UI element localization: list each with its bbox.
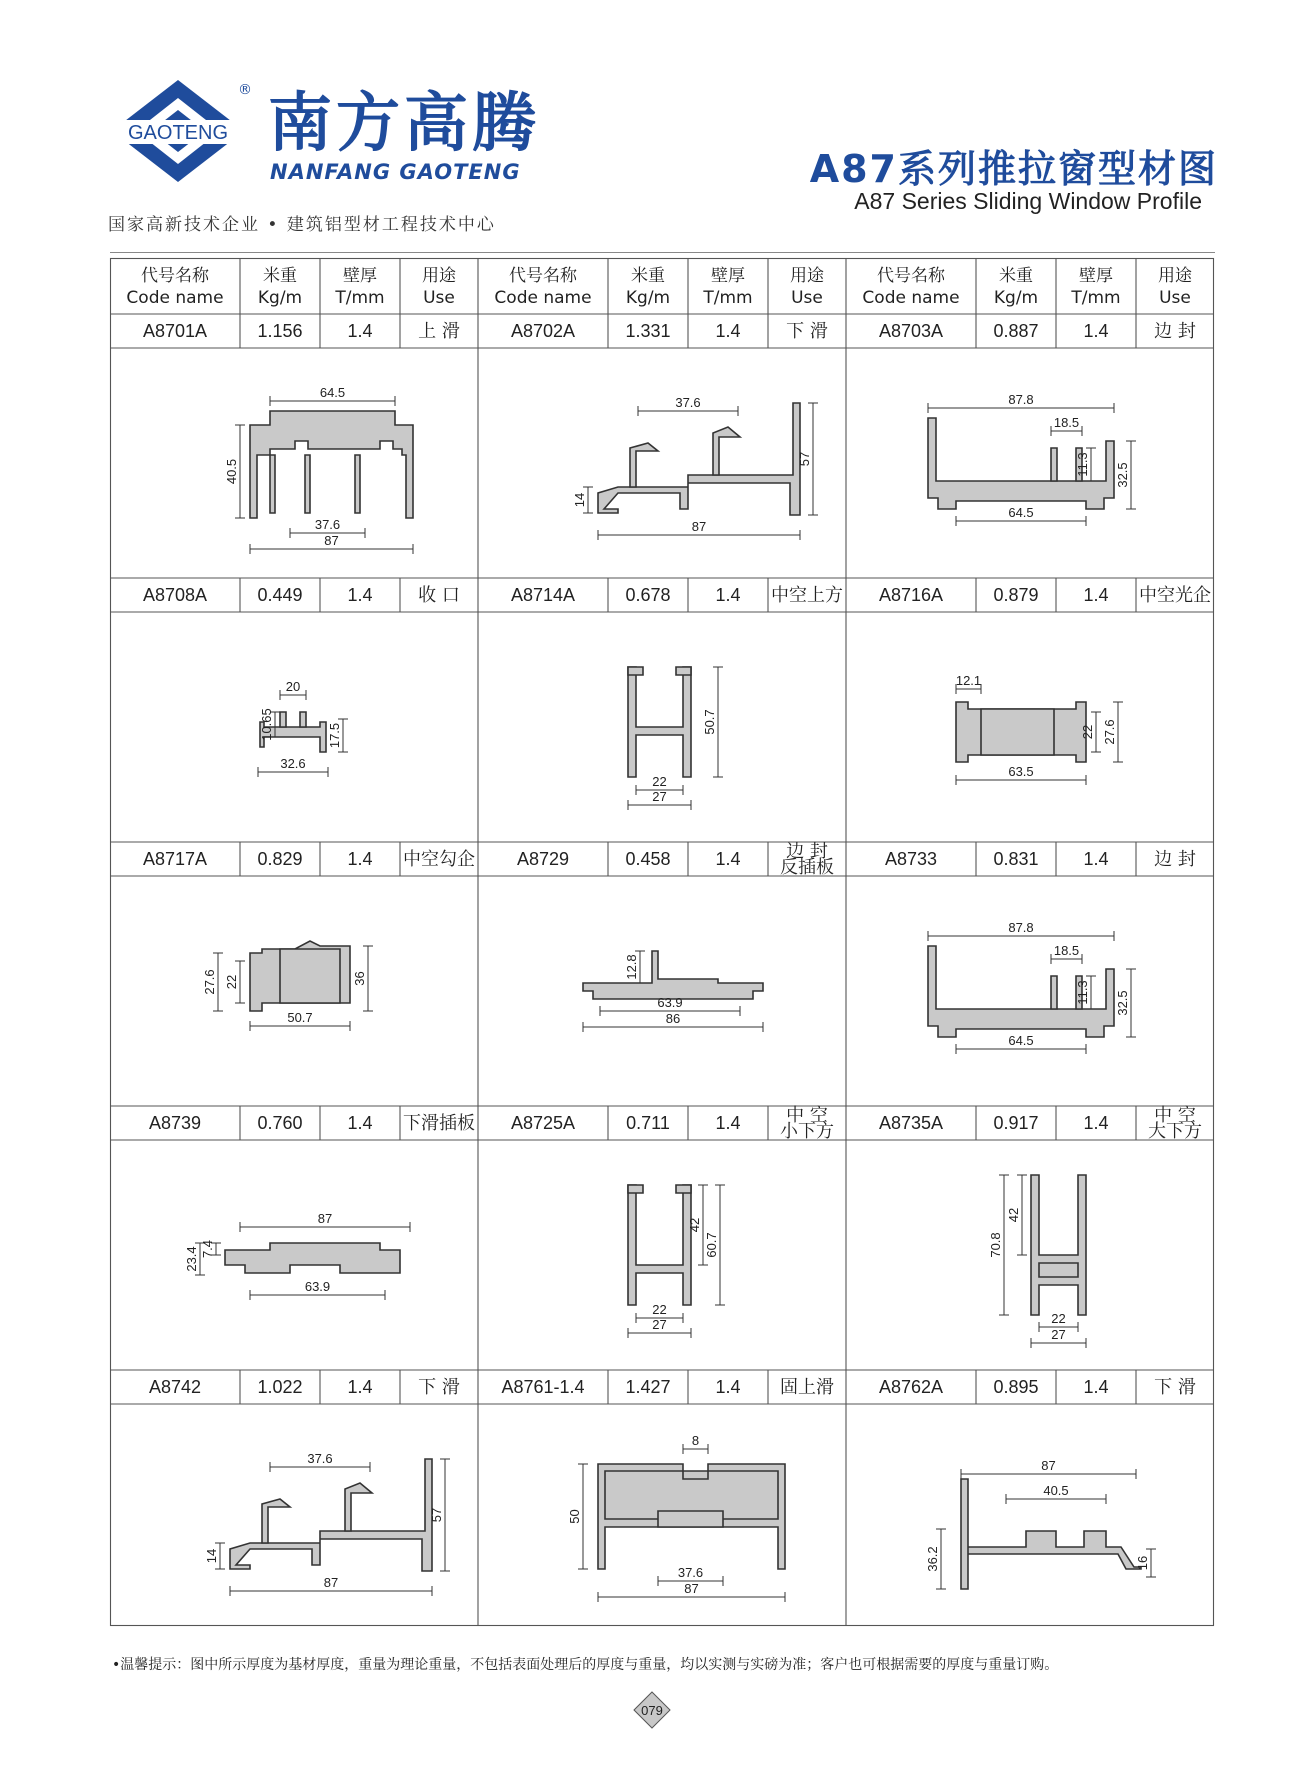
code-name: A8702A [510, 321, 576, 341]
header-label-en: T/mm [335, 288, 385, 308]
dim-height-label: 36.2 [925, 1546, 940, 1572]
dim-overall-label: 87 [324, 533, 339, 548]
brand-tagline: 国家高新技术企业 • 建筑铝型材工程技术中心 [108, 215, 496, 235]
header-label-cn: 代号名称 [509, 266, 577, 286]
weight-value: 0.711 [626, 1113, 670, 1133]
dim-height-label: 32.5 [1115, 462, 1130, 488]
code-name: A8733 [884, 849, 938, 869]
use-label-line2: 反插板 [780, 857, 834, 878]
dim-inner-label: 22 [652, 774, 667, 789]
thickness-value: 1.4 [347, 1113, 373, 1133]
brand-name-cn: 南方高腾 [268, 87, 540, 161]
registered-mark: ® [238, 82, 252, 98]
header-label-cn: 用途 [422, 266, 456, 286]
weight-value: 0.917 [993, 1113, 1039, 1133]
dim-inner-label: 40.5 [1043, 1483, 1069, 1498]
profile-chamber [280, 949, 340, 1003]
dim-inner-label: 63.9 [304, 1279, 331, 1294]
dim-top-label: 20 [285, 679, 301, 694]
dim-flange-label: 12.1 [955, 673, 982, 688]
profile-a8701a [224, 385, 413, 554]
code-name: A8714A [510, 585, 576, 605]
header-label-cn: 壁厚 [1079, 266, 1113, 286]
dim-height-label: 27.6 [1102, 719, 1117, 745]
thickness-value: 1.4 [347, 585, 373, 605]
dim-width-label: 63.5 [1008, 764, 1034, 779]
use-label: 中 空 [786, 1105, 828, 1126]
dim-height-label: 60.7 [704, 1232, 719, 1258]
header-label-cn: 代号名称 [141, 266, 209, 286]
use-label: 中空光企 [1139, 585, 1211, 606]
code-name: A8701A [142, 321, 208, 341]
dim-height-label: 57 [797, 451, 812, 467]
dim-height-label: 57 [429, 1507, 444, 1523]
profile-chamber [981, 709, 1054, 755]
footer-note: •温馨提示：图中所示厚度为基材厚度，重量为理论重量，不包括表面处理后的厚度与重量，均以实测与实磅为准；客户也可根据需要的厚度与重量订购。 [112, 1657, 1059, 1673]
dim-height-label: 40.5 [224, 458, 239, 485]
thickness-value: 1.4 [1083, 321, 1109, 341]
dim-outer-height-label: 27.6 [202, 969, 217, 995]
dim-top-label: 37.6 [675, 395, 701, 410]
profile-a8742 [204, 1451, 450, 1596]
header-label-cn: 米重 [263, 266, 297, 286]
dim-overall-label: 86 [665, 1011, 681, 1026]
profile-chamber [1039, 1263, 1078, 1277]
thickness-value: 1.4 [715, 849, 741, 869]
profile-a8735a [988, 1175, 1086, 1348]
code-name: A8725A [510, 1113, 576, 1133]
use-label: 边 封 [1154, 849, 1196, 870]
header-label-en: T/mm [1071, 288, 1121, 308]
dim-foot-label: 16 [1135, 1555, 1150, 1571]
profile-leg [270, 455, 360, 513]
code-name: A8742 [148, 1377, 202, 1397]
profile-shape [628, 1185, 691, 1305]
profile-drawings [184, 385, 1156, 1602]
dim-overall-label: 87 [691, 519, 707, 534]
dim-bottom-label: 64.5 [1008, 505, 1034, 520]
use-label: 中 空 [1154, 1105, 1196, 1126]
header-label-en: Use [1159, 288, 1191, 308]
dim-overall-label: 87 [323, 1575, 339, 1590]
page-title-en: A87 Series Sliding Window Profile [854, 188, 1202, 214]
weight-value: 0.829 [257, 849, 303, 869]
profile-a8708a [258, 679, 348, 777]
header-label-cn: 米重 [999, 266, 1033, 286]
header-label-cn: 壁厚 [711, 266, 745, 286]
dim-slot-height-label: 11.3 [1075, 980, 1090, 1005]
dim-overall-label: 87 [317, 1211, 333, 1226]
dim-height-label: 23.4 [184, 1246, 199, 1272]
profile-spec-table [110, 258, 1214, 1626]
header-label-en: Use [791, 288, 823, 308]
dim-width-top-label: 87.8 [1008, 920, 1034, 935]
weight-value: 0.449 [257, 585, 303, 605]
use-label: 下滑插板 [403, 1113, 475, 1134]
code-name: A8717A [142, 849, 208, 869]
thickness-value: 1.4 [1083, 585, 1109, 605]
profile-shape [598, 403, 800, 515]
thickness-value: 1.4 [1083, 849, 1109, 869]
thickness-value: 1.4 [1083, 1113, 1109, 1133]
header-label-en: Kg/m [257, 288, 303, 308]
dim-width-top-label: 87.8 [1008, 392, 1034, 407]
use-label: 边 封 [786, 841, 828, 862]
dim-slot-label: 8 [691, 1433, 700, 1448]
dim-width-label: 32.6 [280, 756, 306, 771]
dim-height-label: 70.8 [988, 1232, 1003, 1258]
header-label-en: Code name [126, 288, 224, 308]
code-name: A8739 [148, 1113, 202, 1133]
profile-shape [230, 1459, 432, 1571]
use-label: 中空勾企 [403, 849, 475, 870]
profile-a8717a [202, 941, 373, 1031]
dim-inner-label: 63.9 [657, 995, 683, 1010]
dim-bottom-label: 64.5 [1008, 1033, 1034, 1048]
profile-a8725a [628, 1185, 725, 1338]
use-label: 下 滑 [418, 1377, 460, 1398]
weight-value: 1.022 [257, 1377, 303, 1397]
header-label-cn: 壁厚 [343, 266, 377, 286]
header-label-en: Use [423, 288, 455, 308]
dim-lip-label: 14 [572, 492, 587, 508]
header-label-cn: 用途 [790, 266, 824, 286]
profile-a8729 [583, 951, 763, 1032]
profile-shape [628, 667, 691, 777]
use-label-line2: 小下方 [780, 1121, 834, 1142]
dim-lip-label: 14 [204, 1548, 219, 1564]
dim-height-label: 36 [352, 971, 367, 986]
code-name: A8703A [878, 321, 944, 341]
weight-value: 1.156 [257, 321, 303, 341]
page-number: 079 [641, 1703, 663, 1718]
dim-overall-label: 87 [1041, 1458, 1056, 1473]
thickness-value: 1.4 [347, 321, 373, 341]
header-label-cn: 代号名称 [877, 266, 945, 286]
code-name: A8762A [878, 1377, 944, 1397]
page-title-cn: A87系列推拉窗型材图 [809, 147, 1218, 191]
dim-inner-label: 22 [1080, 724, 1095, 740]
weight-value: 0.887 [993, 321, 1039, 341]
dim-inner-label: 22 [1051, 1311, 1066, 1326]
dim-top-label: 37.6 [307, 1451, 333, 1466]
header-label-en: Code name [494, 288, 592, 308]
header-label-cn: 用途 [1158, 266, 1192, 286]
dim-width-label: 50.7 [287, 1010, 313, 1025]
weight-value: 0.678 [625, 585, 671, 605]
use-label: 边 封 [1154, 321, 1196, 342]
header-label-en: T/mm [703, 288, 753, 308]
dim-slot-label: 18.5 [1053, 943, 1080, 958]
page-number-badge [632, 1690, 672, 1730]
profile-a8761-1.4 [567, 1433, 785, 1602]
dim-lip-label: 7.4 [200, 1239, 215, 1259]
code-name: A8716A [878, 585, 944, 605]
header-label-cn: 米重 [631, 266, 665, 286]
dim-slot-label: 18.5 [1053, 415, 1080, 430]
dim-outer-label: 27 [652, 1317, 667, 1332]
dim-outer-label: 27 [1051, 1327, 1066, 1342]
use-label: 下 滑 [1154, 1377, 1196, 1398]
profile-a8739 [184, 1211, 410, 1300]
profile-shape [583, 951, 763, 999]
header-label-en: Kg/m [625, 288, 671, 308]
profile-a8703a [928, 392, 1136, 526]
profile-inner-channel [658, 1511, 723, 1527]
code-name: A8735A [878, 1113, 944, 1133]
weight-value: 0.831 [993, 849, 1039, 869]
use-label: 上 滑 [418, 321, 460, 342]
dim-height-label: 32.5 [1115, 990, 1130, 1016]
dim-height-label: 50.7 [702, 709, 717, 735]
thickness-value: 1.4 [715, 321, 741, 341]
dim-width-top-label: 64.5 [319, 385, 346, 400]
use-label: 固上滑 [780, 1377, 834, 1398]
dim-fin-label: 10.65 [259, 708, 274, 741]
profile-a8714a [628, 667, 723, 810]
logo-text: GAOTENG [127, 122, 229, 144]
dim-fin-label: 12.8 [624, 954, 639, 980]
dim-overall-label: 87 [684, 1581, 699, 1596]
profile-hook [628, 1185, 691, 1193]
dim-inner-label: 37.6 [677, 1565, 704, 1580]
use-label: 收 口 [418, 585, 460, 606]
dim-outer-label: 27 [652, 789, 667, 804]
thickness-value: 1.4 [347, 849, 373, 869]
thickness-value: 1.4 [347, 1377, 373, 1397]
use-label-line2: 大下方 [1148, 1121, 1202, 1142]
dim-upper-label: 42 [1006, 1207, 1021, 1223]
thickness-value: 1.4 [1083, 1377, 1109, 1397]
code-name: A8761-1.4 [501, 1377, 585, 1397]
weight-value: 0.879 [993, 585, 1039, 605]
weight-value: 0.458 [625, 849, 671, 869]
dim-inner-label: 22 [652, 1302, 667, 1317]
profile-shape [1031, 1175, 1086, 1315]
profile-hook [628, 667, 691, 675]
dim-upper-label: 42 [687, 1217, 702, 1233]
weight-value: 0.760 [257, 1113, 303, 1133]
profile-shape [225, 1243, 400, 1273]
weight-value: 1.427 [625, 1377, 671, 1397]
dim-slot-height-label: 11.3 [1075, 452, 1090, 477]
thickness-value: 1.4 [715, 1377, 741, 1397]
weight-value: 0.895 [993, 1377, 1039, 1397]
brand-name-en: NANFANG GAOTENG [270, 160, 521, 184]
header-label-en: Code name [862, 288, 960, 308]
profile-a8762a [925, 1458, 1156, 1589]
dim-inner-label: 37.6 [314, 517, 341, 532]
profile-a8716a [956, 673, 1123, 785]
weight-value: 1.331 [625, 321, 671, 341]
thickness-value: 1.4 [715, 1113, 741, 1133]
use-label: 中空上方 [771, 585, 843, 606]
code-name: A8729 [516, 849, 570, 869]
profile-a8733 [928, 920, 1136, 1054]
header-divider [110, 252, 1215, 253]
dim-height-label: 50 [567, 1509, 582, 1524]
use-label: 下 滑 [786, 321, 828, 342]
table-border [111, 259, 1214, 1626]
dim-height-label: 17.5 [327, 722, 342, 749]
gaoteng-logo [108, 76, 252, 186]
profile-a8702a [572, 395, 818, 540]
header-label-en: Kg/m [993, 288, 1039, 308]
profile-fin [280, 712, 306, 727]
thickness-value: 1.4 [715, 585, 741, 605]
code-name: A8708A [142, 585, 208, 605]
dim-inner-height-label: 22 [224, 974, 239, 990]
